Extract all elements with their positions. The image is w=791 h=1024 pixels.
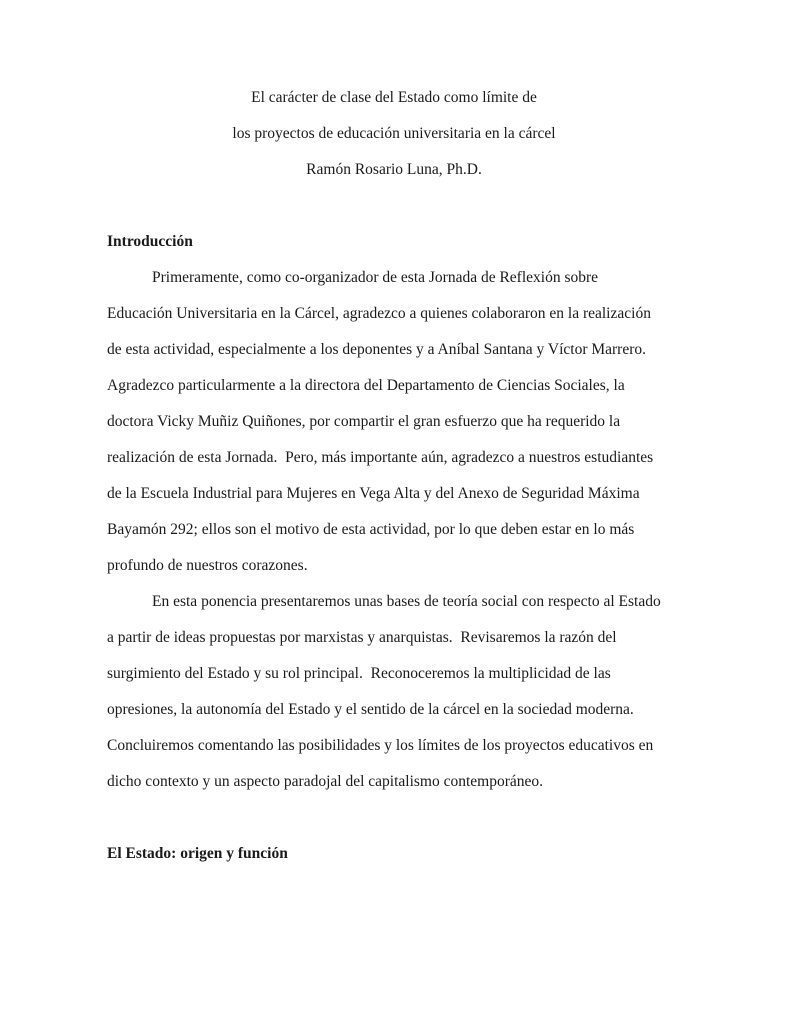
text-line: dicho contexto y un aspecto paradojal del capitalismo contemporáneo. xyxy=(107,773,544,790)
paragraph-acknowledgements xyxy=(107,260,681,584)
author-line: Ramón Rosario Luna, Ph.D. xyxy=(306,161,482,178)
text-line: En esta ponencia presentaremos unas bases de teoría social con respecto al Estado xyxy=(152,593,661,610)
text-line: a partir de ideas propuestas por marxistas y anarquistas. Revisaremos la razón del xyxy=(107,629,617,646)
text-line: Bayamón 292; ellos son el motivo de esta actividad, por lo que deben estar en lo más xyxy=(107,521,635,538)
text-line: surgimiento del Estado y su rol principal. Reconoceremos la multiplicidad de las xyxy=(107,665,611,682)
text-line: de la Escuela Industrial para Mujeres en Vega Alta y del Anexo de Seguridad Máxima xyxy=(107,485,640,502)
text-line: profundo de nuestros corazones. xyxy=(107,557,308,574)
text-line: opresiones, la autonomía del Estado y el sentido de la cárcel en la sociedad moderna. xyxy=(107,701,634,718)
section-heading-introduccion: Introducción xyxy=(107,233,193,250)
text-line: doctora Vicky Muñiz Quiñones, por compartir el gran esfuerzo que ha requerido la xyxy=(107,413,621,430)
document-title-block xyxy=(107,80,681,188)
text-line: Agradezco particularmente a la directora del Departamento de Ciencias Sociales, la xyxy=(107,377,625,394)
section-heading-estado-origen-funcion: El Estado: origen y función xyxy=(107,845,288,862)
text-line: Primeramente, como co-organizador de esta Jornada de Reflexión sobre xyxy=(152,269,599,286)
text-line: realización de esta Jornada. Pero, más importante aún, agradezco a nuestros estudiantes xyxy=(107,449,654,466)
text-line: Educación Universitaria en la Cárcel, agradezco a quienes colaboraron en la realización xyxy=(107,305,651,322)
paragraph-overview xyxy=(107,584,681,800)
title-line-2: los proyectos de educación universitaria en la cárcel xyxy=(232,125,556,142)
title-line-1: El carácter de clase del Estado como límite de xyxy=(251,89,537,106)
text-line: Concluiremos comentando las posibilidades y los límites de los proyectos educativos en xyxy=(107,737,654,754)
text-line: de esta actividad, especialmente a los deponentes y a Aníbal Santana y Víctor Marrero. xyxy=(107,341,647,358)
